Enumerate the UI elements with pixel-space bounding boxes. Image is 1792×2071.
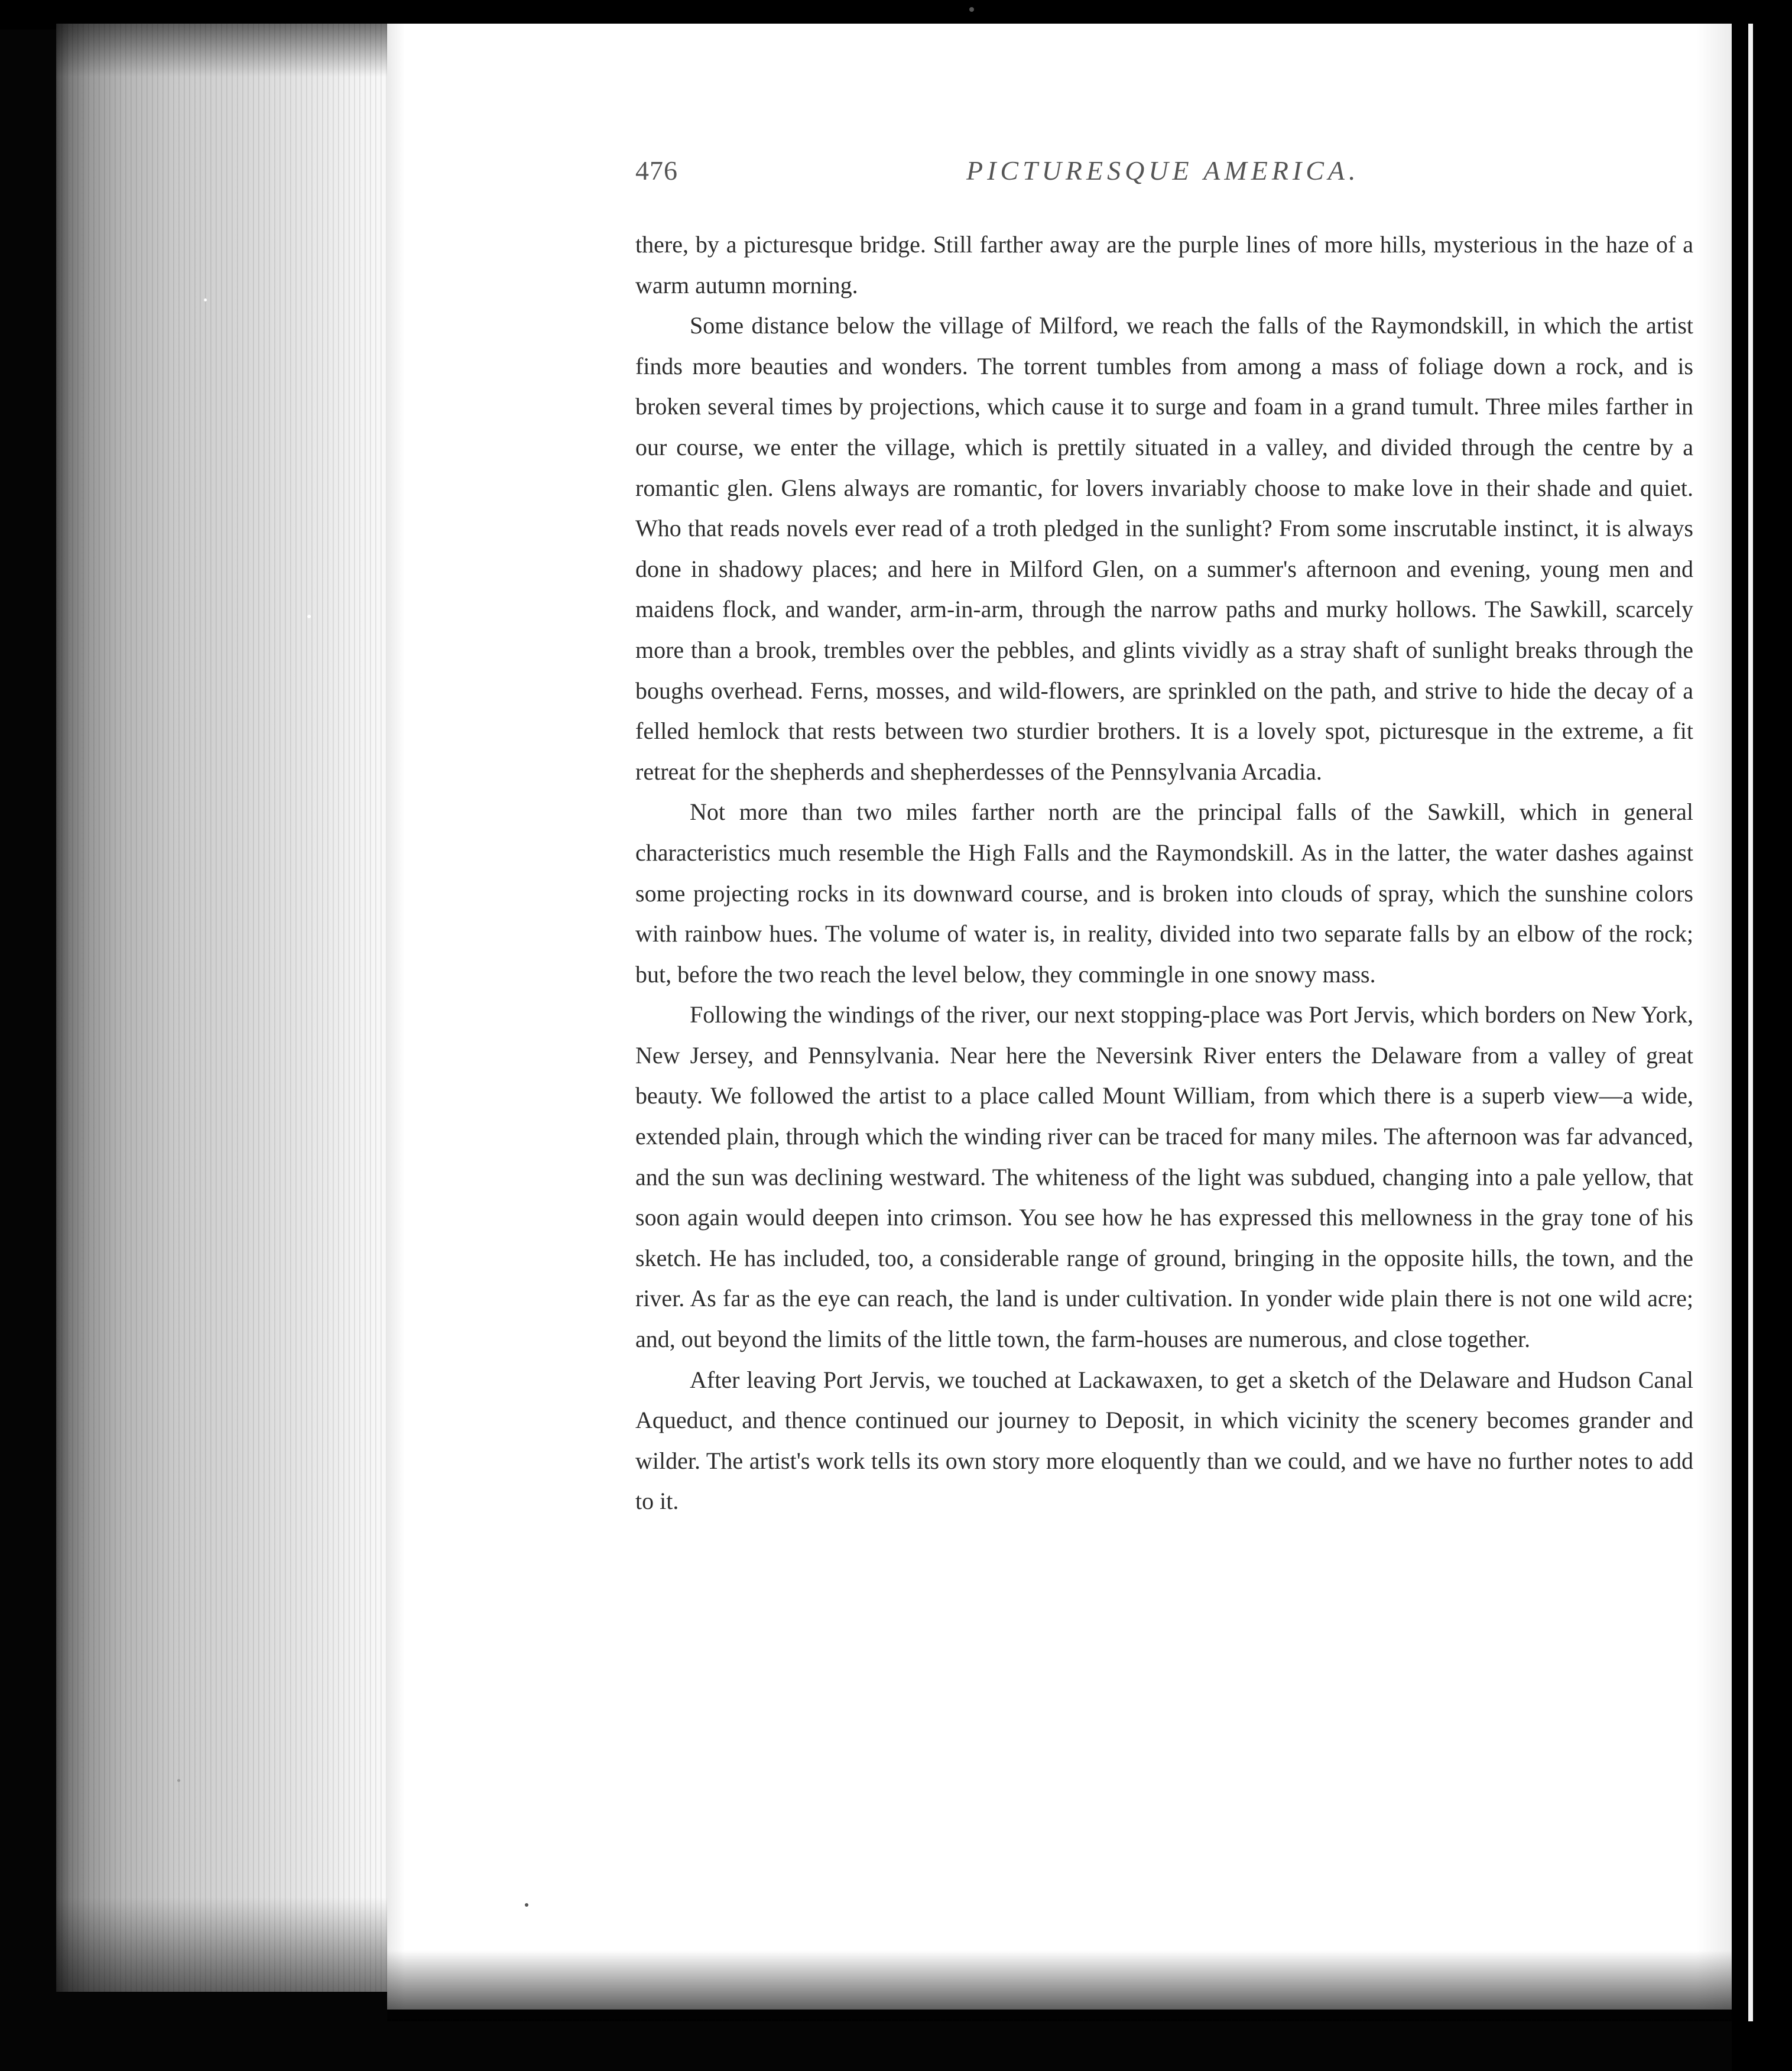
page-bottom-shadow: [387, 1950, 1732, 2021]
fore-edge-shadow-bottom: [56, 1897, 393, 1992]
fore-edge-shadow-top: [56, 24, 393, 77]
page-edge-lines: [56, 24, 393, 1992]
running-head: PICTURESQUE AMERICA.: [966, 155, 1360, 186]
book-fore-edge: [56, 24, 393, 1992]
paragraph: After leaving Port Jervis, we touched at Lackawaxen, to get a sketch of the Delaware and Hudson Canal Aqueduct, and thence continued our journey to Deposit, in which vicinity the scenery becomes grander and wilder. The artist's work tells its own story more eloquently than we could, and we have no further notes to add to it.: [635, 1366, 1693, 1515]
scanner-border-right: [1732, 0, 1792, 2071]
body-text: [635, 225, 1693, 1522]
page-number: 476: [635, 155, 678, 186]
page-header: [635, 155, 1690, 196]
paragraph: Some distance below the village of Milford, we reach the falls of the Raymondskill, in which the artist finds more beauties and wonders. The torrent tumbles from among a mass of foliage down a rock, and is broken several times by projections, which cause it to surge and foam in a grand tumult. Three miles farther in our course, we enter the village, which is prettily situated in a valley, and divided through the centre by a romantic glen. Glens always are romantic, for lovers invariably choose to make love in their shade and quiet. Who that reads novels ever read of a troth pledged in the sunlight? From some inscrutable instinct, it is always done in shadowy places; and here in Milford Glen, on a summer's afternoon and evening, young men and maidens flock, and wander, arm-in-arm, through the narrow paths and murky hollows. The Sawkill, scarcely more than a brook, trembles over the pebbles, and glints vividly as a stray shaft of sunlight breaks through the boughs overhead. Ferns, mosses, and wild-flowers, are sprinkled on the path, and strive to hide the decay of a felled hemlock that rests between two sturdier brothers. It is a lovely spot, picturesque in the extreme, a fit retreat for the shepherds and shepherdesses of the Pennsylvania Arcadia.: [635, 312, 1693, 785]
paragraph: Following the windings of the river, our next stopping-place was Port Jervis, which borders on New York, New Jersey, and Pennsylvania. Near here the Neversink River enters the Delaware from a valley of great beauty. We followed the artist to a place called Mount William, from which there is a superb view—a wide, extended plain, through which the winding river can be traced for many miles. The afternoon was far advanced, and the sun was declining westward. The whiteness of the light was subdued, changing into a pale yellow, that soon again would deepen into crimson. You see how he has expressed this mellowness in the gray tone of his sketch. He has included, too, a considerable range of ground, bringing in the opposite hills, the town, and the river. As far as the eye can reach, the land is under cultivation. In yonder wide plain there is not one wild acre; and, out beyond the limits of the little town, the farm-houses are numerous, and close together.: [635, 1001, 1693, 1353]
facing-page-edge: [1748, 24, 1753, 2021]
paragraph: Not more than two miles farther north are the principal falls of the Sawkill, which in general characteristics much resemble the High Falls and the Raymondskill. As in the latter, the water dashes against some projecting rocks in its downward course, and is broken into clouds of spray, which the sunshine colors with rainbow hues. The volume of water is, in reality, divided into two separate falls by an elbow of the rock; but, before the two reach the level below, they commingle in one snowy mass.: [635, 798, 1693, 988]
paragraph-continued: there, by a picturesque bridge. Still farther away are the purple lines of more hills, mysterious in the haze of a warm autumn morning.: [635, 231, 1693, 298]
